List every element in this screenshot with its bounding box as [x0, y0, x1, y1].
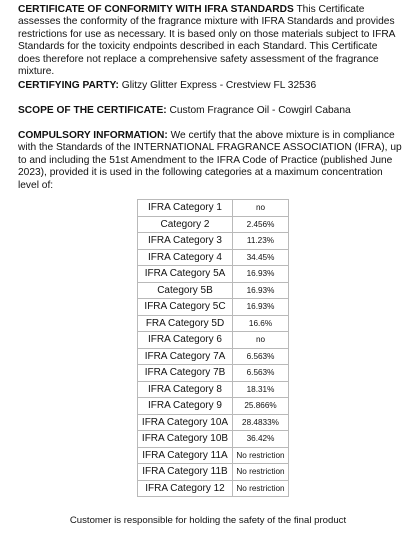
category-row — [138, 414, 289, 431]
category-max-concentration: 2.456% — [233, 216, 289, 233]
category-row — [138, 266, 289, 283]
category-name: FRA Category 5D — [138, 315, 233, 332]
category-row — [138, 398, 289, 415]
category-name: IFRA Category 9 — [138, 398, 233, 415]
category-row — [138, 282, 289, 299]
category-name: Category 5B — [138, 282, 233, 299]
certificate-intro — [18, 4, 402, 78]
category-name: IFRA Category 4 — [138, 249, 233, 266]
category-row — [138, 249, 289, 266]
category-max-concentration: 25.866% — [233, 398, 289, 415]
category-max-concentration: 36.42% — [233, 431, 289, 448]
category-name: IFRA Category 5A — [138, 266, 233, 283]
category-max-concentration: 11.23% — [233, 233, 289, 250]
category-name: IFRA Category 7A — [138, 348, 233, 365]
category-max-concentration: 34.45% — [233, 249, 289, 266]
footer-note: Customer is responsible for holding the safety of the final product — [69, 515, 347, 526]
category-max-concentration: no — [233, 200, 289, 217]
category-row — [138, 447, 289, 464]
category-row — [138, 216, 289, 233]
category-max-concentration: 6.563% — [233, 365, 289, 382]
category-name: IFRA Category 12 — [138, 480, 233, 497]
category-row — [138, 299, 289, 316]
category-row — [138, 233, 289, 250]
certifying-party-value: Glitzy Glitter Express - Crestview FL 32536 — [118, 80, 317, 91]
category-row — [138, 315, 289, 332]
category-max-concentration: 6.563% — [233, 348, 289, 365]
certificate-scope — [18, 105, 402, 117]
category-row — [138, 381, 289, 398]
scope-label: SCOPE OF THE CERTIFICATE: — [18, 105, 167, 116]
category-name: IFRA Category 11A — [138, 447, 233, 464]
category-name: IFRA Category 5C — [138, 299, 233, 316]
category-max-concentration: 16.6% — [233, 315, 289, 332]
category-name: IFRA Category 10A — [138, 414, 233, 431]
category-max-concentration: 16.93% — [233, 282, 289, 299]
category-name: IFRA Category 1 — [138, 200, 233, 217]
category-name: IFRA Category 8 — [138, 381, 233, 398]
category-name: IFRA Category 10B — [138, 431, 233, 448]
compulsory-information — [18, 130, 402, 192]
certificate-title: CERTIFICATE OF CONFORMITY WITH IFRA STANDARDS — [18, 4, 294, 15]
category-max-concentration: 28.4833% — [233, 414, 289, 431]
scope-value: Custom Fragrance Oil - Cowgirl Cabana — [166, 105, 351, 116]
ifra-category-table-body — [138, 200, 289, 497]
category-row — [138, 348, 289, 365]
compulsory-label: COMPULSORY INFORMATION: — [18, 130, 168, 141]
category-name: Category 2 — [138, 216, 233, 233]
category-row — [138, 431, 289, 448]
certifying-party-label: CERTIFYING PARTY: — [18, 80, 119, 91]
category-name: IFRA Category 6 — [138, 332, 233, 349]
certifying-party — [18, 80, 402, 92]
category-name: IFRA Category 7B — [138, 365, 233, 382]
category-row — [138, 480, 289, 497]
category-max-concentration: 18.31% — [233, 381, 289, 398]
compulsory-value: We certify that the above mixture is in compliance with the Standards of the INTERNATIONAL FRAGRANCE ASSOCIATION (IFRA), up to and including the 51st Amendment to the IFRA Code of Practice (published June 2023), provided it is used in the following categories at a maximum concentration level of: — [18, 130, 402, 191]
category-max-concentration: No restriction — [233, 464, 289, 481]
category-name: IFRA Category 11B — [138, 464, 233, 481]
category-row — [138, 464, 289, 481]
category-max-concentration: no — [233, 332, 289, 349]
category-max-concentration: 16.93% — [233, 266, 289, 283]
category-name: IFRA Category 3 — [138, 233, 233, 250]
category-row — [138, 200, 289, 217]
category-row — [138, 365, 289, 382]
category-max-concentration: 16.93% — [233, 299, 289, 316]
category-row — [138, 332, 289, 349]
certificate-intro-text: This Certificate assesses the conformity of the fragrance mixture with IFRA Standards and provides restrictions for use as necessary. It is based only on those materials subject to IFRA Standards for the toxicity endpoints described in each Standard. This Certificate does therefore not replace a comprehensive safety assessment of the fragrance mixture. — [18, 4, 395, 78]
ifra-category-table — [137, 199, 289, 497]
category-max-concentration: No restriction — [233, 447, 289, 464]
category-max-concentration: No restriction — [233, 480, 289, 497]
